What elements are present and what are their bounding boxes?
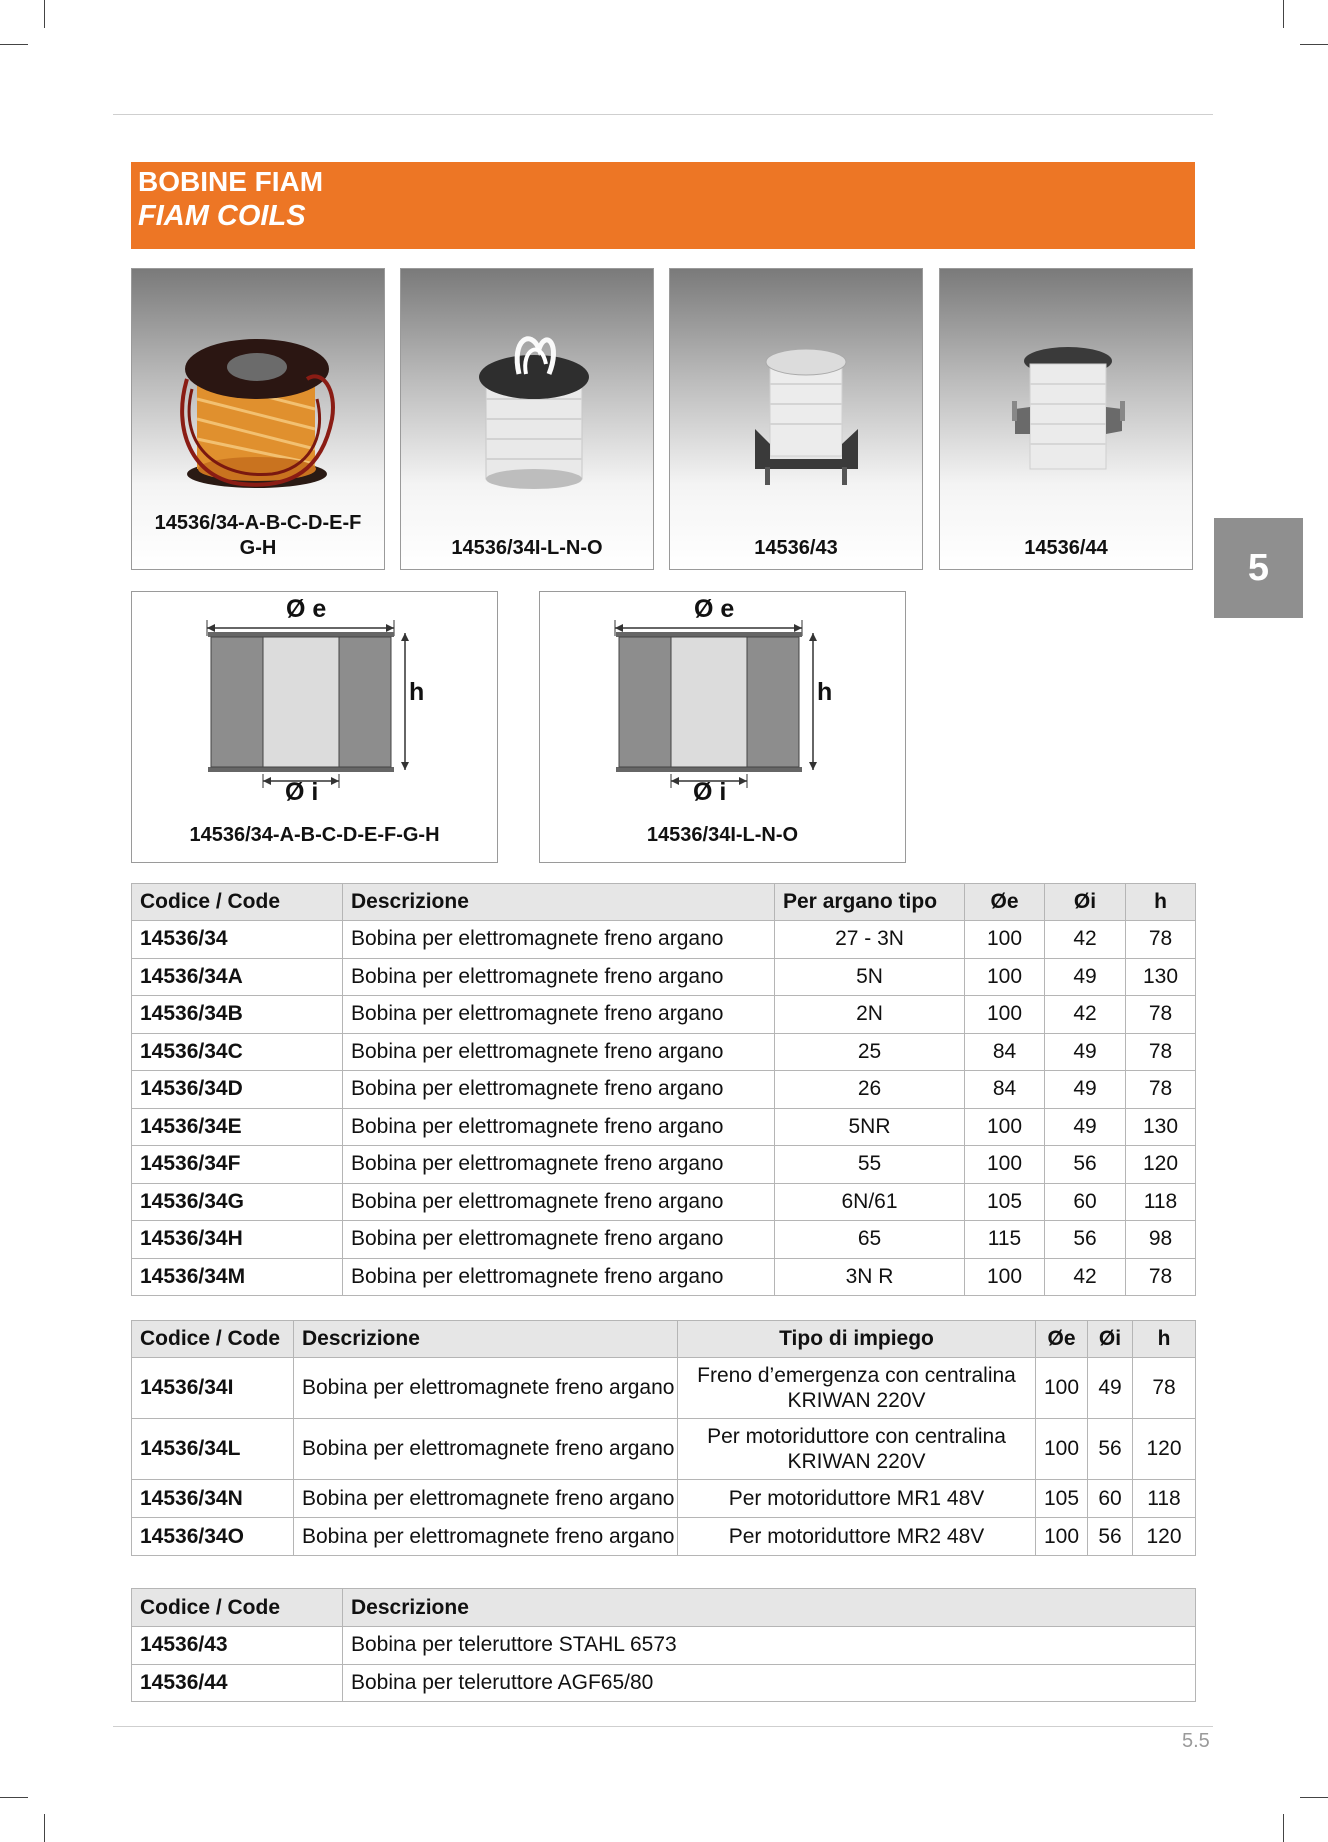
- cell-oe: 100: [965, 996, 1045, 1034]
- photo-caption: [401, 536, 653, 561]
- table-row: [132, 996, 1196, 1034]
- photo-caption-line2: G-H: [239, 537, 277, 559]
- cell-usage: Freno d’emergenza con centralina KRIWAN 220V: [678, 1358, 1036, 1419]
- cell-oi: 49: [1088, 1358, 1133, 1419]
- product-photo-2: [400, 268, 654, 570]
- table-row: [132, 1358, 1196, 1419]
- cell-oe: 100: [1036, 1419, 1088, 1480]
- header-height: h: [1133, 1321, 1196, 1358]
- crop-mark: [1283, 1814, 1284, 1842]
- cell-code: 14536/34I: [132, 1358, 294, 1419]
- photo-caption-line1: 14536/34I-L-N-O: [451, 537, 603, 559]
- crop-mark: [1283, 0, 1284, 28]
- diagram-caption: 14536/34-A-B-C-D-E-F-G-H: [189, 824, 440, 846]
- cell-description: Bobina per teleruttore STAHL 6573: [343, 1627, 1196, 1665]
- cell-oi: 42: [1045, 921, 1126, 959]
- cell-usage: Per motoriduttore MR1 48V: [678, 1480, 1036, 1518]
- header-description: Descrizione: [343, 1589, 1196, 1627]
- photo-caption-line1: 14536/34-A-B-C-D-E-F: [154, 512, 362, 534]
- table-row: [132, 1518, 1196, 1556]
- height-label: h: [409, 678, 425, 706]
- table-row: [132, 1664, 1196, 1702]
- header-outer-diameter: Øe: [965, 884, 1045, 921]
- cell-description: Bobina per elettromagnete freno argano: [343, 1108, 775, 1146]
- cell-oe: 105: [965, 1183, 1045, 1221]
- cell-h: 130: [1126, 1108, 1196, 1146]
- header-usage-type: Tipo di impiego: [678, 1321, 1036, 1358]
- table-row: [132, 1627, 1196, 1665]
- cell-oi: 60: [1045, 1183, 1126, 1221]
- crop-mark: [1300, 44, 1328, 45]
- cell-oi: 49: [1045, 1033, 1126, 1071]
- cell-description: Bobina per elettromagnete freno argano: [343, 958, 775, 996]
- cell-type: 5NR: [775, 1108, 965, 1146]
- coil-table-contactor: [131, 1588, 1196, 1702]
- cell-h: 130: [1126, 958, 1196, 996]
- table-row: [132, 1480, 1196, 1518]
- cell-oe: 84: [965, 1071, 1045, 1109]
- header-height: h: [1126, 884, 1196, 921]
- cell-type: 25: [775, 1033, 965, 1071]
- cell-oe: 105: [1036, 1480, 1088, 1518]
- table-row: [132, 921, 1196, 959]
- cell-oi: 56: [1045, 1221, 1126, 1259]
- cell-code: 14536/34O: [132, 1518, 294, 1556]
- cell-oe: 100: [1036, 1358, 1088, 1419]
- cell-oi: 56: [1088, 1419, 1133, 1480]
- cell-code: 14536/34N: [132, 1480, 294, 1518]
- cell-h: 78: [1133, 1358, 1196, 1419]
- cell-oi: 42: [1045, 996, 1126, 1034]
- cell-type: 3N R: [775, 1258, 965, 1296]
- bracket-coil-icon: [670, 269, 924, 571]
- header-inner-diameter: Øi: [1045, 884, 1126, 921]
- cell-description: Bobina per elettromagnete freno argano: [294, 1358, 678, 1419]
- cell-code: 14536/34E: [132, 1108, 343, 1146]
- cell-h: 78: [1126, 921, 1196, 959]
- outer-diameter-label: Ø e: [286, 595, 327, 623]
- section-header: [131, 162, 1195, 249]
- cell-description: Bobina per teleruttore AGF65/80: [343, 1664, 1196, 1702]
- cell-h: 78: [1126, 996, 1196, 1034]
- cell-type: 26: [775, 1071, 965, 1109]
- header-code: Codice / Code: [132, 1321, 294, 1358]
- cell-code: 14536/34: [132, 921, 343, 959]
- cell-oe: 115: [965, 1221, 1045, 1259]
- cell-description: Bobina per elettromagnete freno argano: [294, 1419, 678, 1480]
- cell-h: 78: [1126, 1258, 1196, 1296]
- header-code: Codice / Code: [132, 884, 343, 921]
- table-row: [132, 1033, 1196, 1071]
- inner-diameter-label: Ø i: [693, 778, 727, 806]
- diagram-caption: 14536/34I-L-N-O: [646, 824, 799, 846]
- table-row: [132, 1419, 1196, 1480]
- table-row: [132, 958, 1196, 996]
- cell-description: Bobina per elettromagnete freno argano: [343, 1258, 775, 1296]
- crop-mark: [1300, 1797, 1328, 1798]
- cell-description: Bobina per elettromagnete freno argano: [343, 1071, 775, 1109]
- cell-oi: 49: [1045, 1108, 1126, 1146]
- table-row: [132, 1146, 1196, 1184]
- cell-oe: 100: [965, 1146, 1045, 1184]
- cell-description: Bobina per elettromagnete freno argano: [294, 1518, 678, 1556]
- cell-description: Bobina per elettromagnete freno argano: [343, 1221, 775, 1259]
- inner-diameter-label: Ø i: [285, 778, 319, 806]
- photo-caption: [670, 536, 922, 561]
- cell-h: 120: [1133, 1419, 1196, 1480]
- cell-code: 14536/34B: [132, 996, 343, 1034]
- cell-usage: Per motoriduttore MR2 48V: [678, 1518, 1036, 1556]
- cell-description: Bobina per elettromagnete freno argano: [294, 1480, 678, 1518]
- photo-caption-line1: 14536/43: [754, 537, 838, 559]
- cell-code: 14536/34L: [132, 1419, 294, 1480]
- dimension-diagram-1: [131, 591, 498, 863]
- table-header-row: [132, 1589, 1196, 1627]
- cell-oi: 49: [1045, 958, 1126, 996]
- section-title-italian: BOBINE FIAM: [138, 166, 324, 197]
- page-number: 5.5: [1182, 1730, 1210, 1752]
- photo-caption: [132, 511, 384, 561]
- white-coil-icon: [401, 269, 655, 571]
- table-row: [132, 1183, 1196, 1221]
- cell-code: 14536/34M: [132, 1258, 343, 1296]
- table-row: [132, 1108, 1196, 1146]
- table-row: [132, 1221, 1196, 1259]
- top-rule: [113, 114, 1213, 115]
- header-outer-diameter: Øe: [1036, 1321, 1088, 1358]
- cell-description: Bobina per elettromagnete freno argano: [343, 1146, 775, 1184]
- cell-h: 78: [1126, 1071, 1196, 1109]
- photo-caption-line1: 14536/44: [1024, 537, 1108, 559]
- crop-mark: [44, 1814, 45, 1842]
- cell-h: 118: [1126, 1183, 1196, 1221]
- cell-type: 65: [775, 1221, 965, 1259]
- cell-type: 27 - 3N: [775, 921, 965, 959]
- cell-oe: 100: [965, 1258, 1045, 1296]
- table-row: [132, 1071, 1196, 1109]
- cell-description: Bobina per elettromagnete freno argano: [343, 1183, 775, 1221]
- crop-mark: [0, 1797, 28, 1798]
- photo-caption: [940, 536, 1192, 561]
- cell-oi: 60: [1088, 1480, 1133, 1518]
- cell-code: 14536/34F: [132, 1146, 343, 1184]
- table-header-row: [132, 884, 1196, 921]
- header-hoist-type: Per argano tipo: [775, 884, 965, 921]
- bottom-rule: [113, 1726, 1213, 1727]
- cell-type: 2N: [775, 996, 965, 1034]
- cell-oi: 49: [1045, 1071, 1126, 1109]
- cell-oe: 100: [1036, 1518, 1088, 1556]
- cell-code: 14536/34D: [132, 1071, 343, 1109]
- product-photo-3: [669, 268, 923, 570]
- cell-oi: 42: [1045, 1258, 1126, 1296]
- cell-oe: 100: [965, 1108, 1045, 1146]
- cell-oe: 84: [965, 1033, 1045, 1071]
- cell-oi: 56: [1045, 1146, 1126, 1184]
- cell-description: Bobina per elettromagnete freno argano: [343, 921, 775, 959]
- table-row: [132, 1258, 1196, 1296]
- cell-code: 14536/34G: [132, 1183, 343, 1221]
- outer-diameter-label: Ø e: [694, 595, 735, 623]
- cell-oe: 100: [965, 958, 1045, 996]
- section-title-english: FIAM COILS: [138, 200, 306, 232]
- header-description: Descrizione: [294, 1321, 678, 1358]
- cell-usage: Per motoriduttore con centralina KRIWAN 220V: [678, 1419, 1036, 1480]
- product-photo-4: [939, 268, 1193, 570]
- cell-code: 14536/34C: [132, 1033, 343, 1071]
- crop-mark: [0, 44, 28, 45]
- table-header-row: [132, 1321, 1196, 1358]
- cell-oi: 56: [1088, 1518, 1133, 1556]
- height-label: h: [817, 678, 833, 706]
- coil-table-usage: [131, 1320, 1196, 1556]
- cell-description: Bobina per elettromagnete freno argano: [343, 996, 775, 1034]
- cell-h: 78: [1126, 1033, 1196, 1071]
- dimension-diagram-2: [539, 591, 906, 863]
- cell-code: 14536/43: [132, 1627, 343, 1665]
- header-inner-diameter: Øi: [1088, 1321, 1133, 1358]
- cell-type: 6N/61: [775, 1183, 965, 1221]
- cell-code: 14536/34H: [132, 1221, 343, 1259]
- header-description: Descrizione: [343, 884, 775, 921]
- cell-code: 14536/34A: [132, 958, 343, 996]
- cell-oe: 100: [965, 921, 1045, 959]
- crop-mark: [44, 0, 45, 28]
- cell-description: Bobina per elettromagnete freno argano: [343, 1033, 775, 1071]
- cell-code: 14536/44: [132, 1664, 343, 1702]
- header-code: Codice / Code: [132, 1589, 343, 1627]
- cell-h: 118: [1133, 1480, 1196, 1518]
- cell-h: 120: [1126, 1146, 1196, 1184]
- cell-h: 98: [1126, 1221, 1196, 1259]
- product-photo-1: [131, 268, 385, 570]
- coil-table-argano: [131, 883, 1196, 1296]
- terminal-coil-icon: [940, 269, 1194, 571]
- cell-h: 120: [1133, 1518, 1196, 1556]
- chapter-tab: 5: [1214, 518, 1303, 618]
- cell-type: 55: [775, 1146, 965, 1184]
- cell-type: 5N: [775, 958, 965, 996]
